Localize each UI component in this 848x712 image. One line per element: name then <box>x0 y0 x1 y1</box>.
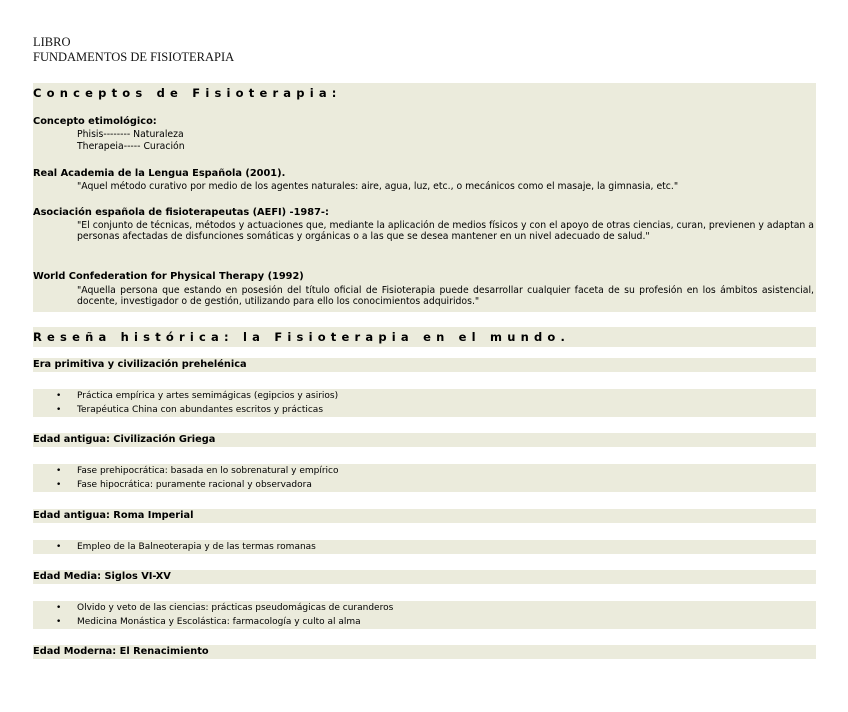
section-title-resena: Reseña histórica: la Fisioterapia en el mundo. <box>33 330 571 344</box>
document-header <box>33 35 234 65</box>
wcpt-heading: World Confederation for Physical Therapy (1992) <box>33 271 304 282</box>
etimologico-line-1: Phisis-------- Naturaleza <box>77 129 184 140</box>
wcpt-quote: "Aquella persona que estando en posesión del título oficial de Fisioterapia puede desarrollar cualquier faceta de su profesión en los ámbitos asistencial, docente, investigador o de gestión, utilizando para ello los conocimientos adquiridos." <box>77 285 814 308</box>
header-book-title: FUNDAMENTOS DE FISIOTERAPIA <box>33 50 235 64</box>
aefi-heading: Asociación española de fisioterapeutas (AEFI) -1987-: <box>33 207 329 218</box>
etimologico-heading: Concepto etimológico: <box>33 116 157 127</box>
era-heading: Edad Moderna: El Renacimiento <box>33 646 209 657</box>
header-book-label: LIBRO <box>33 35 71 49</box>
list-item: • Terapéutica China con abundantes escritos y prácticas <box>56 405 324 415</box>
rae-heading: Real Academia de la Lengua Española (2001). <box>33 168 286 179</box>
era-heading: Edad antigua: Civilización Griega <box>33 434 216 445</box>
etimologico-line-2: Therapeia----- Curación <box>77 141 185 152</box>
era-heading: Edad Media: Siglos VI-XV <box>33 571 171 582</box>
aefi-quote: "El conjunto de técnicas, métodos y actuaciones que, mediante la aplicación de medios físicos y con el apoyo de otras ciencias, curan, previenen y adaptan a personas afectadas de disfunciones somáticas y orgánicas o a las que se desea mantener en un nivel adecuado de salud." <box>77 220 814 243</box>
list-item: • Medicina Monástica y Escolástica: farmacología y culto al alma <box>56 617 361 627</box>
list-item: • Fase hipocrática: puramente racional y observadora <box>56 480 312 490</box>
section-title-conceptos: Conceptos de Fisioterapia: <box>33 86 342 100</box>
era-heading: Edad antigua: Roma Imperial <box>33 510 194 521</box>
rae-quote: "Aquel método curativo por medio de los agentes naturales: aire, agua, luz, etc., o mecánicos como el masaje, la gimnasia, etc." <box>77 181 679 192</box>
list-item: • Empleo de la Balneoterapia y de las termas romanas <box>56 542 316 552</box>
list-item: • Fase prehipocrática: basada en lo sobrenatural y empírico <box>56 466 339 476</box>
era-heading: Era primitiva y civilización prehelénica <box>33 359 247 370</box>
list-item: • Olvido y veto de las ciencias: prácticas pseudomágicas de curanderos <box>56 603 394 613</box>
list-item: • Práctica empírica y artes semimágicas (egipcios y asirios) <box>56 391 339 401</box>
